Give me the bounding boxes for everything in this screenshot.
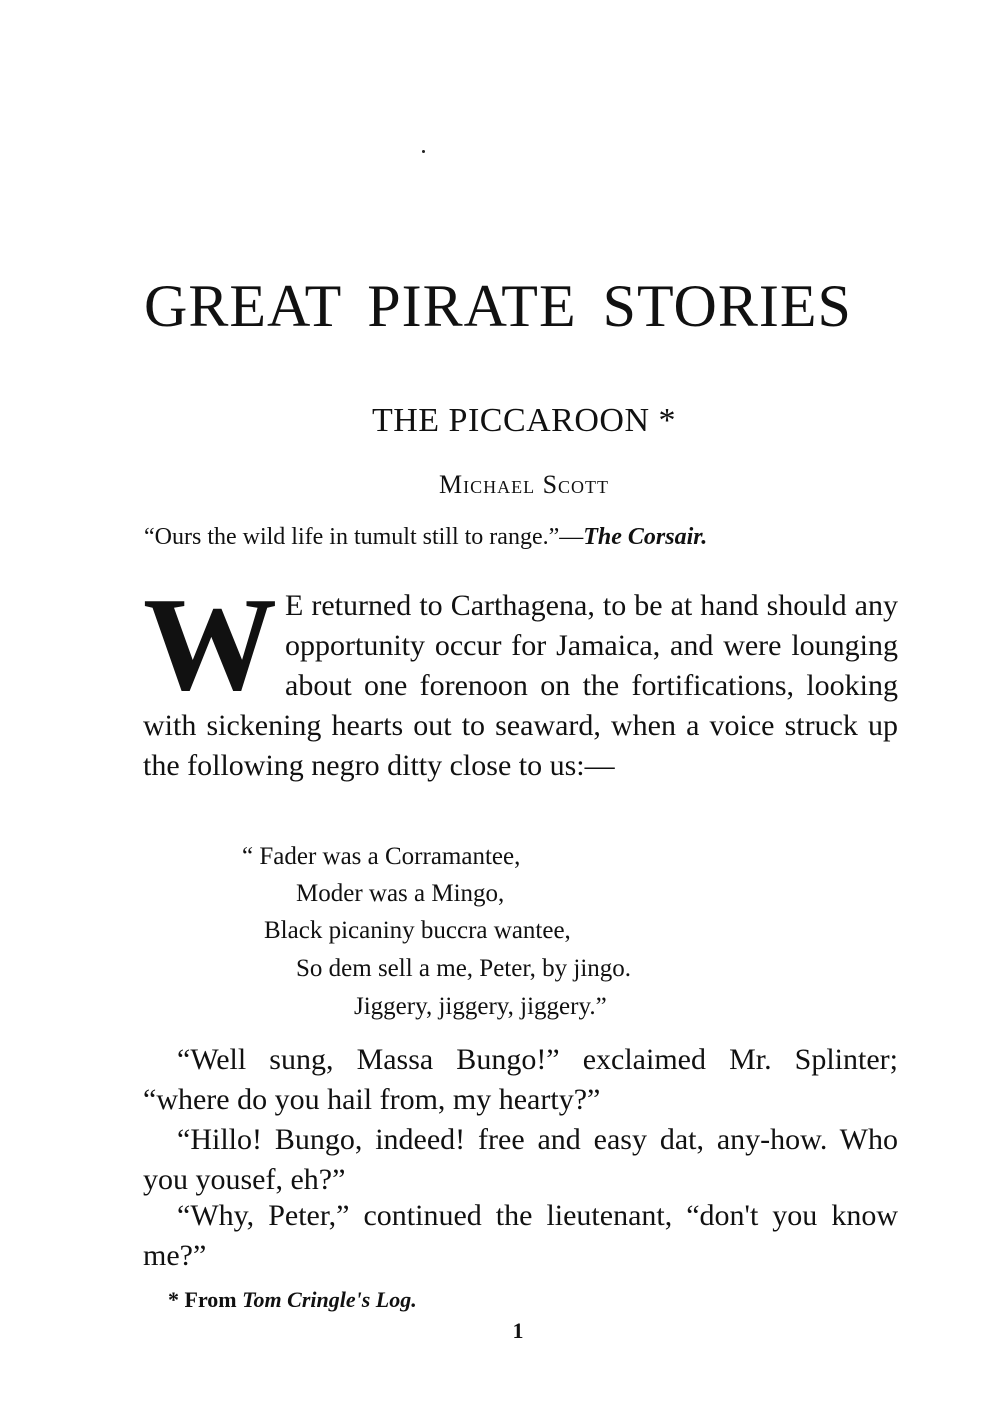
- paragraph-3: “Hillo! Bungo, indeed! free and easy dat, any-how. Who you yousef, eh?”: [143, 1123, 898, 1196]
- paragraph-1: [143, 570, 898, 786]
- page-number: 1: [512, 1318, 524, 1343]
- paragraph-1-text: E returned to Carthagena, to be at hand should any opportunity occur for Jamaica, and were lounging about one forenoon on the fortifications, looking with sickening hearts out to seaward, when a voice struck up the following negro ditty close to us:—: [143, 589, 898, 782]
- poem-line: Jiggery, jiggery, jiggery.”: [354, 993, 607, 1020]
- poem-line: “ Fader was a Corramantee,: [242, 843, 521, 870]
- print-speck: [422, 150, 425, 153]
- footnote: [168, 1287, 417, 1313]
- drop-cap: W: [143, 570, 275, 718]
- poem-line: Moder was a Mingo,: [296, 880, 505, 907]
- epigraph: [144, 524, 904, 551]
- footnote-marker: * From: [168, 1287, 243, 1312]
- story-title: THE PICCAROON *: [371, 402, 677, 439]
- book-title: GREAT PIRATE STORIES: [144, 273, 852, 339]
- epigraph-quote: “Ours the wild life in tumult still to range.”—: [144, 524, 584, 550]
- story-author: Michael Scott: [438, 470, 610, 499]
- poem-line: So dem sell a me, Peter, by jingo.: [296, 955, 632, 982]
- poem-line: Black picaniny buccra wantee,: [264, 917, 571, 944]
- footnote-source: Tom Cringle's Log.: [242, 1287, 417, 1312]
- epigraph-source: The Corsair.: [583, 524, 708, 550]
- paragraph-2: “Well sung, Massa Bungo!” exclaimed Mr. Splinter; “where do you hail from, my hearty?”: [143, 1043, 898, 1116]
- paragraph-4: “Why, Peter,” continued the lieutenant, “don't you know me?”: [143, 1199, 898, 1272]
